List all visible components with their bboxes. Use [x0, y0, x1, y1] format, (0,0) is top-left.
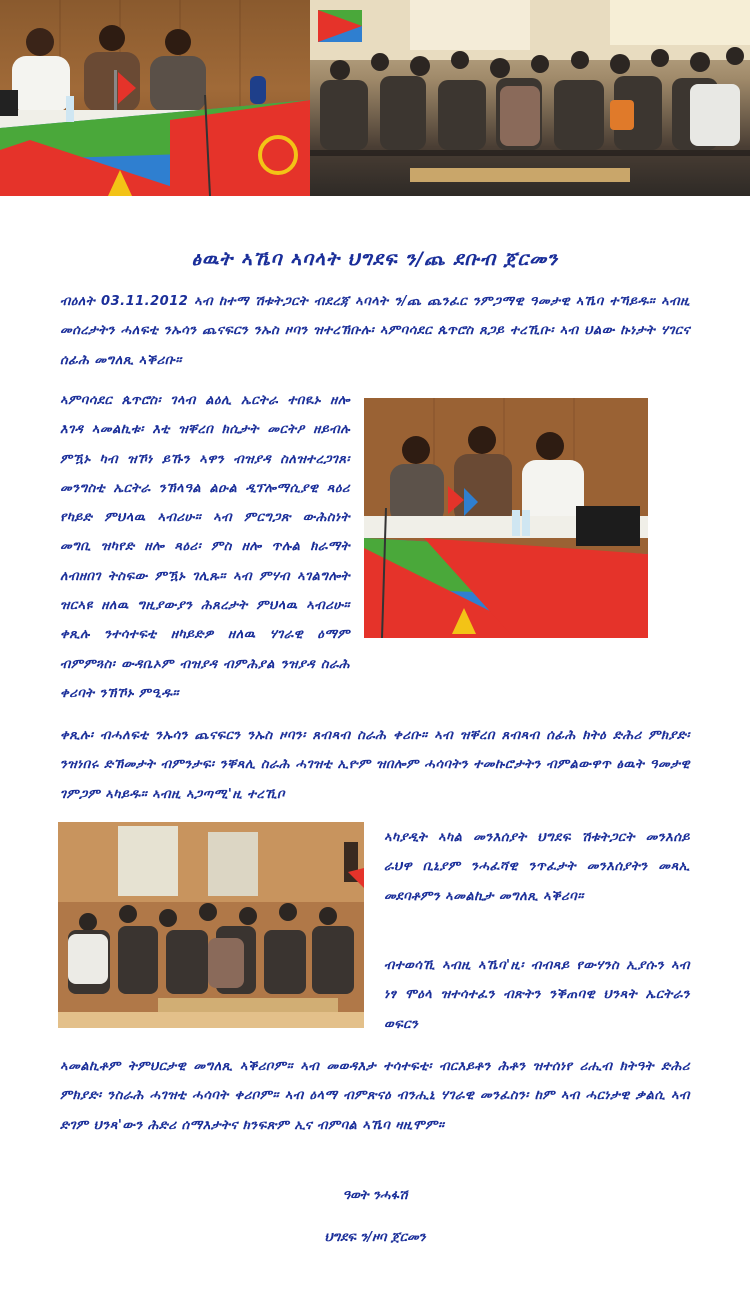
- paragraph-ambassador: ኣምባሳደር ጴጥሮስ፡ ገላብ ልዕሊ ኤርትራ ተበዪኑ ዘሎ እገዳ ኣመልኪቱ፡ እቲ ዝቐረበ ክሲታት መርትዖ ዘይብሉ ምዃኑ ካብ ዝኾነ ይኹን ኣዋን ብዝያዳ ስለዝተረጋገጸ፡ መንግስቲ ኤርትራ ንኽላዓል ልዑል ዲፕሎማሲያዊ ጻዕሪ የካይድ ምህላዉ ኣብሪሁ። ኣብ ምርግጋጽ ውሕስነት መግቢ ዝካየድ ዘሎ ጻዕሪ፡ ምስ ዘሎ ጥሉል ክራማት ለብዘበገ ትስፍው ምዃኑ ገሊጹ። ኣብ ምሃብ ኣገልግሎት ዝርኣዩ ዘለዉ ግዚያውያን ሕጸረታት ምህላዉ ኣብሪሁ። ቀጺሉ ንተሳተፍቲ ዘካይድዎ ዘለዉ ሃገራዊ ዕማም ብምምጓስ፡ ውዳቤኦም ብዝያዳ ብምሕያል ንዝያዳ ስራሕ ቀሪባት ንኽኾኑ ምዒዱ።: [60, 393, 350, 701]
- signature-motto: ዓወት ንሓፋሽ: [342, 1188, 408, 1203]
- paragraph-discussion: ቀጺሉ፡ ብሓለፍቲ ንኡሳን ጨናፍርን ንኡስ ዞባን፡ ጸብጻብ ስራሕ ቀሪቡ። ኣብ ዝቐረበ ጸብጻብ ሰፊሕ ክትዕ ድሕሪ ምክያድ፡ ንዝነበሩ ድኽመታት ብምንታፍ፡ ንቐጻሊ ስራሕ ሓገዝቲ ኢዮም ዝበሎም ሓሳባትን ተመኩሮታትን ብምልውዋጥ ፅዉት ዓመታዊ ገምጋም ኣካይዱ። ኣብዚ ኣጋጣሚ'ዚ ተረኺቦ: [60, 728, 690, 802]
- paragraph-intro: ብዕለት 03.11.2012 ኣብ ከተማ ሽቱትጋርት ብደረጃ ኣባላት ን/ጨ ጨንፈር ንምጋማዊ ዓመታዊ ኣኼባ ተኻይዱ። ኣብዚ መሰረታትን ሓለፍቲ ንኡሳን ጨናፍርን ንኡስ ዞባን ዝተረኽቡሉ፡ ኣምባሳደር ጴጥሮስ ጸጋይ ተረኺቡ፡ ኣብ ህልው ኩነታት ሃገርና ሰፊሕ መግለጺ ኣቕሪቡ።: [60, 294, 690, 368]
- hall-audience-photo: [58, 822, 364, 1028]
- signature-organization: ህግደፍ ን/ዞባ ጀርመን: [324, 1230, 426, 1245]
- top-banner-photos: [0, 0, 750, 196]
- paragraph-youth: ኣካያዲት ኣካል መንእሰያት ህግደፍ ሽቱትጋርት መንእሰይ ራህዋ ቢኒያም ንሓፈሻዊ ንጥፈታት መንእሰያትን መጻኢ መደባቶምን ኣመልኪታ መግለጺ ኣቕሪባ።: [384, 830, 690, 904]
- paragraph-additional: ብተወሳኺ ኣብዚ ኣኼባ'ዚ፡ ብብጻይ የውሃንስ ኢያሱን ኣብ ነፃ ሞዕላ ዝተሳተፈን ብጽትን ንቕጠባዊ ህንጻት ኤርትራን ወፍርን: [384, 958, 690, 1032]
- audience-photo: [310, 0, 750, 196]
- panel-photo: [0, 0, 310, 196]
- paragraph-conclusion: ኣመልኪቶም ትምህርታዊ መግለጺ ኣቕሪቦም። ኣብ መወዳእታ ተሳተፍቲ፡ ብርእይቶን ሕቶን ዝተሰነየ ሪሒብ ክትዓት ድሕሪ ምክያድ፡ ንስራሕ ሓገዝቲ ሓሳባት ቀሪቦም። ኣብ ዕላማ ብምጽናዕ ብንሒኒ ሃገራዊ መንፈስን፡ ከም ኣብ ሓርነታዊ ቃልሲ ኣብ ድገም ህንጻ'ውን ሕድሪ ሰማእታትና ክንፍጽም ኢና ብምባል ኣኼባ ዛዚሞም።: [60, 1059, 690, 1133]
- speakers-photo: [364, 398, 648, 638]
- page-title: ፅዉት ኣኼባ ኣባላት ህግደፍ ን/ጨ ደቡብ ጀርመን: [191, 248, 559, 270]
